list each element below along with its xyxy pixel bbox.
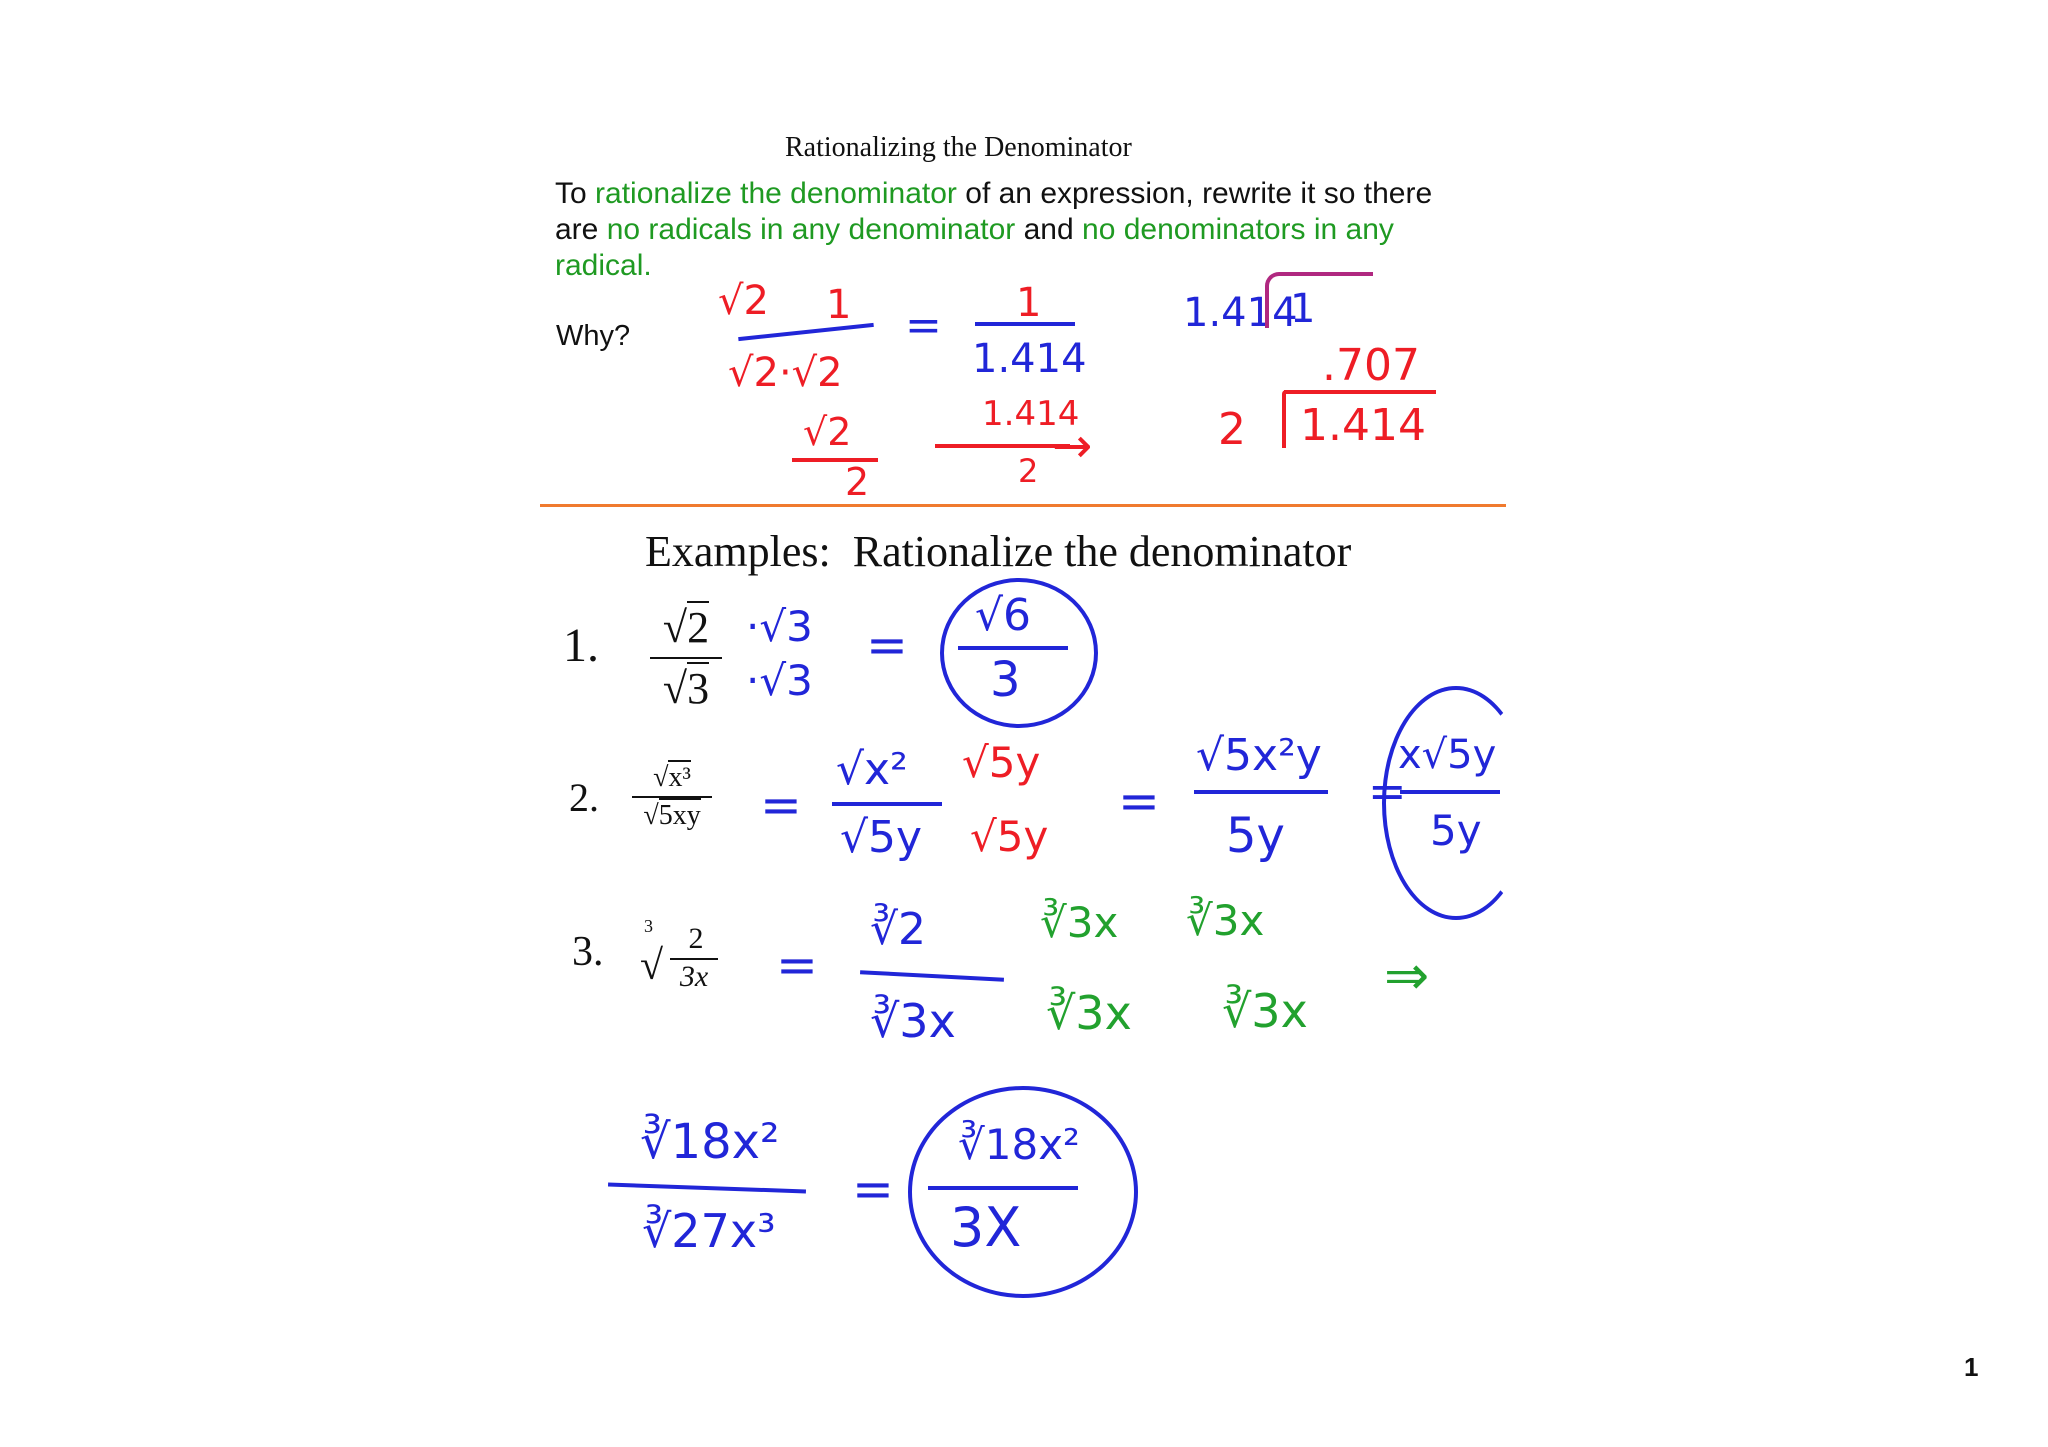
ex2-answer-circle [1382,686,1530,920]
why-two-den: 2 [845,460,870,504]
example-1-number: 1. [563,619,599,672]
radical-sign: √ [653,762,669,793]
ex3-bar-1 [860,970,1004,982]
def-seg: are [555,213,607,246]
why-arrow: → [1052,418,1093,474]
final-answer-num: ∛18x² [958,1120,1080,1169]
why-two-den-b: 2 [1018,452,1039,490]
ex2-num-3: x√5y [1398,732,1497,778]
ex3-num-1: ∛2 [870,904,927,955]
def-seg: of an expression, rewrite it so there [956,177,1433,210]
example-2-den: 5xy [658,800,701,831]
why-rad-bottom: √2·√2 [728,350,843,396]
ex2-num-1: √x² [836,744,908,795]
final-answer-bar [928,1186,1078,1190]
ex3-equals-1: = [776,936,818,994]
ex2-equals-1: = [760,776,802,834]
page-number: 1 [1964,1352,1979,1382]
final-num: ∛18x² [640,1114,780,1170]
ex3-green-bot-2: ∛3x [1222,984,1308,1038]
final-answer-circle [908,1086,1138,1298]
example-3-index: 3 [644,916,653,936]
def-term-no-radicals: no radicals in any denominator [606,213,1016,246]
why-dec-den: 1.414 [972,336,1087,382]
why-dec-top: 1.414 [982,394,1080,434]
why-rad-two-top: √2 [803,410,852,454]
radical-sign: √ [662,664,688,713]
why-quotient: .707 [1322,340,1420,391]
final-bar [608,1183,806,1194]
why-fraction-bar [738,323,874,341]
examples-heading: Examples: Rationalize the denominator [645,527,1352,576]
ex2-mult-bot: √5y [970,812,1049,861]
why-div-left: 1.414 [1183,290,1298,336]
ex2-den-2: 5y [1226,808,1285,864]
ex2-bar-2 [1194,790,1328,794]
final-den: ∛27x³ [642,1204,776,1258]
def-term-no-denominators: no denominators in any [1082,213,1394,246]
example-1-expression [650,602,722,714]
ex3-den-1: ∛3x [870,994,956,1048]
radical-sign: √ [643,800,659,831]
ex2-num-2: √5x²y [1196,730,1322,781]
def-seg: To [555,177,596,210]
why-one-b: 1 [1016,280,1042,326]
example-2-number: 2. [569,775,599,820]
why-div2-bar [1284,390,1436,394]
ex3-green-bot-1: ∛3x [1046,986,1132,1040]
radical-sign: √ [662,603,688,652]
example-2-num: x³ [668,762,691,793]
radical-sign: √ [640,943,664,989]
ex3-green-top-1: ∛3x [1040,898,1119,947]
example-3-den: 3x [679,960,709,993]
def-seg: and [1015,213,1083,246]
ex3-green-top-2: ∛3x [1186,896,1265,945]
why-equals: = [905,300,942,351]
def-term-rationalize: rationalize the denominator [595,177,957,210]
ex1-answer-bar [958,646,1068,650]
example-3-num: 2 [688,922,704,955]
why-div-right: 1 [1290,286,1316,332]
ex1-mult-top: ·√3 [746,602,813,651]
why-div2-right: 1.414 [1300,400,1426,451]
ex2-bar-3 [1400,790,1500,794]
ex1-mult-bot: ·√3 [746,656,813,705]
definition-text [555,176,1505,284]
final-answer-den: 3X [950,1196,1022,1259]
why-label: Why? [556,320,631,352]
why-div2-left: 2 [1218,404,1246,455]
ex2-equals-2: = [1118,772,1160,830]
why-div-bracket [1265,272,1373,328]
ex1-answer-den: 3 [990,652,1021,708]
ex2-den-1: √5y [840,812,923,863]
page-title: Rationalizing the Denominator [785,132,1132,163]
final-equals: = [852,1160,894,1218]
ex1-equals: = [866,616,908,674]
ex3-arrow: ⇒ [1384,944,1430,1007]
ex2-mult-top: √5y [962,738,1041,787]
example-2-expression [632,762,712,832]
why-div2-bracket [1282,390,1286,448]
ex2-den-3: 5y [1430,806,1482,855]
why-bar-d [935,444,1070,448]
section-divider [540,504,1506,507]
example-1-den: 3 [687,664,710,713]
why-rad-top: √2 [718,278,769,324]
example-3-number: 3. [572,929,604,975]
ex2-bar-1 [832,802,942,806]
example-3-expression [640,918,720,998]
why-fraction-bar-b [975,322,1075,326]
example-1-num: 2 [687,603,710,652]
why-one-top: 1 [826,282,852,328]
def-term-radical: radical. [555,249,652,282]
ex1-answer-num: √6 [975,590,1032,641]
ex2-equals-3: = [1368,764,1407,818]
